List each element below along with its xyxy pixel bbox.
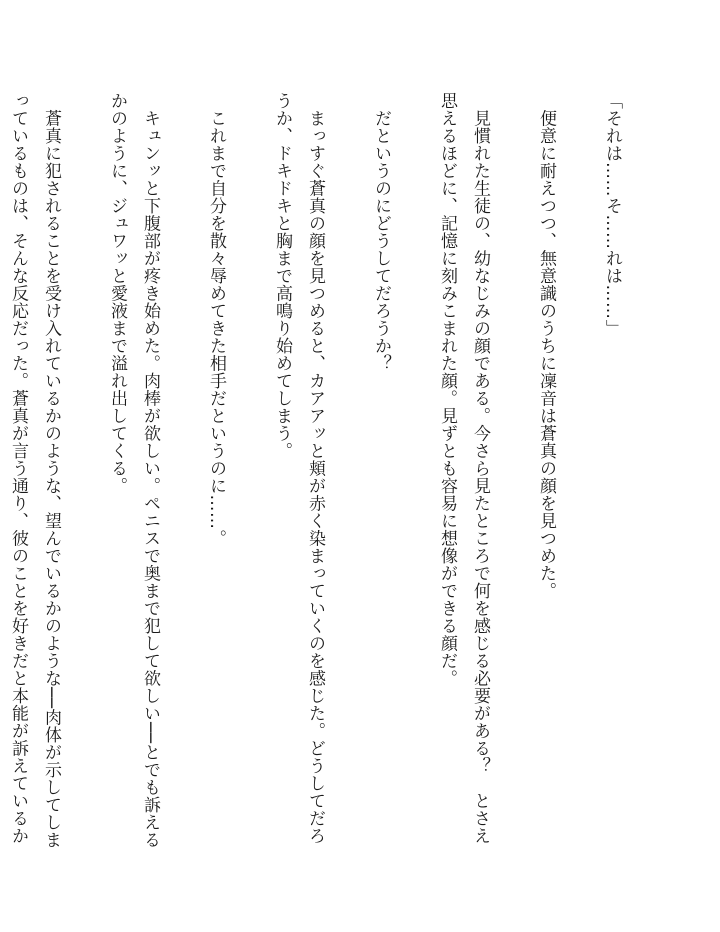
blank-line (166, 92, 199, 852)
paragraph: キュンッと下腹部が疼き始めた。肉棒が欲しい。ペニスで奥まで犯して欲しい──とでも訴えるかのように、ジュワッと愛液まで溢れ出してくる。 (107, 92, 160, 849)
blank-line (67, 92, 100, 852)
blank-line (562, 92, 595, 852)
vertical-text-body (0, 92, 628, 852)
paragraph: これまで自分を散々辱めてきた相手だというのに……。 (206, 92, 226, 547)
blank-line (397, 92, 430, 852)
blank-line (232, 92, 265, 852)
blank-line (331, 92, 364, 852)
dialogue-line: 「それは……そ……れは……」 (602, 92, 622, 337)
paragraph: 便意に耐えつつ、無意識のうちに凜音は蒼真の顔を見つめた。 (536, 92, 556, 600)
paragraph: まっすぐ蒼真の顔を見つめると、カアアッと頬が赤く染まっていくのを感じた。どうしてだろうか、ドキドキと胸まで高鳴り始めてしまう。 (272, 92, 325, 845)
paragraph: 見慣れた生徒の、幼なじみの顔である。今さら見たところで何を感じる必要がある？ とさえ思えるほどに、記憶に刻みこまれた顔。見ずとも容易に想像ができる顔だ。 (437, 92, 490, 845)
paragraph: だというのにどうしてだろうか？ (371, 92, 391, 372)
paragraph: 蒼真に犯されることを受け入れているかのような、望んでいるかのような──肉体が示してしまっているものは、そんな反応だった。蒼真が言う通り、彼のことを好きだと本能が訴えているか (8, 92, 61, 849)
blank-line (496, 92, 529, 852)
